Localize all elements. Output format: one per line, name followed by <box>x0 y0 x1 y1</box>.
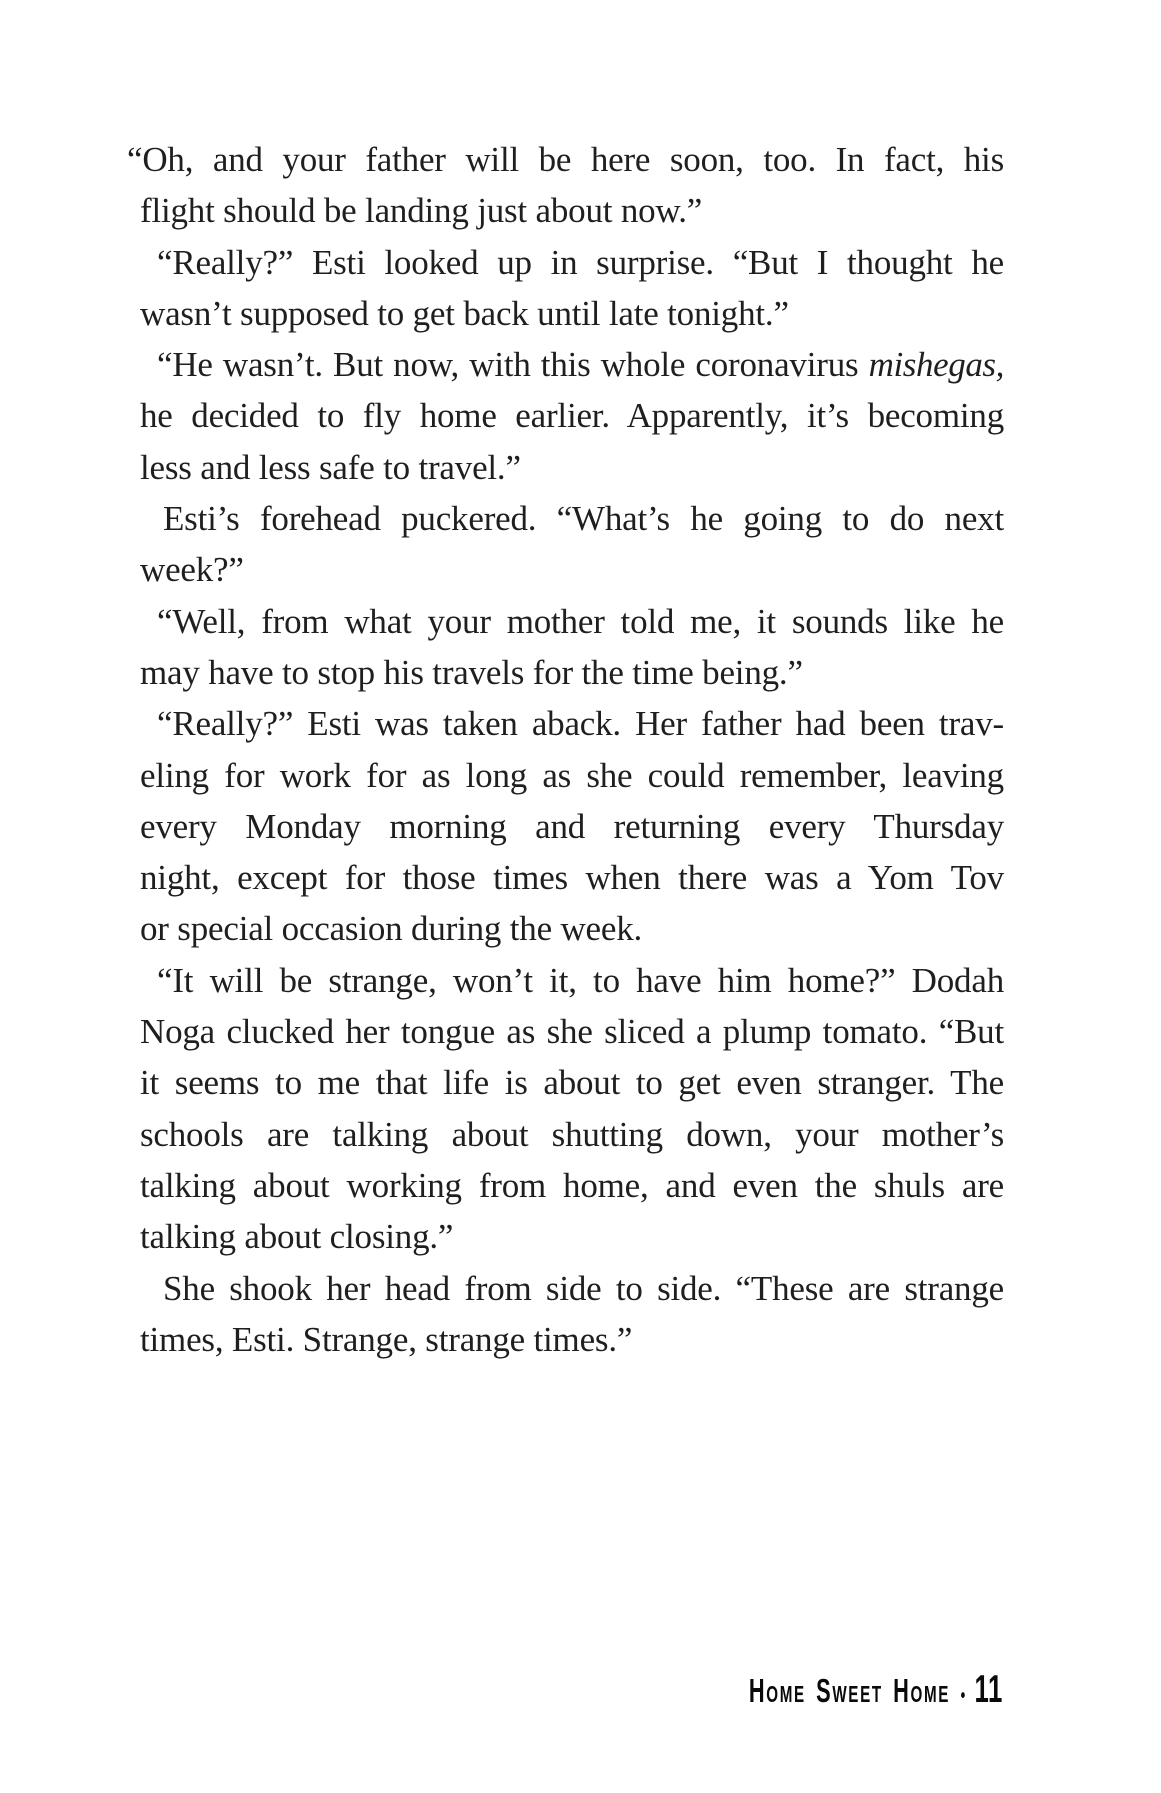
paragraph <box>140 596 1004 699</box>
text-line: talking about closing.” <box>140 1217 454 1257</box>
text-line: he decided to fly home earlier. Apparently, it’s becoming <box>140 396 1004 436</box>
paragraph <box>140 493 1004 596</box>
text-line: week?” <box>140 550 244 590</box>
body-text <box>127 134 1004 1365</box>
paragraph <box>140 698 1004 954</box>
text-line: less and less safe to travel.” <box>140 447 521 487</box>
text-line: night, except for those times when there was a Yom Tov <box>140 858 1004 898</box>
text-line: or special occasion during the week. <box>140 909 643 949</box>
text-line: “Really?” Esti was taken aback. Her father had been trav- <box>157 704 1004 744</box>
text-line: “Oh, and your father will be here soon, too. In fact, his <box>127 140 1004 179</box>
chapter-title: Home Sweet Home <box>748 1672 951 1709</box>
text-line: “It will be strange, won’t it, to have him home?” Dodah <box>157 960 1004 1000</box>
paragraph <box>140 955 1004 1263</box>
page-footer <box>749 1668 1003 1712</box>
text-line: every Monday morning and returning every Thursday <box>140 806 1004 846</box>
page-number: 11 <box>974 1668 1003 1711</box>
paragraph <box>127 134 1004 237</box>
text-line: Esti’s forehead puckered. “What’s he going to do next <box>163 499 1004 539</box>
text-line: eling for work for as long as she could remember, leaving <box>140 755 1004 795</box>
text-line: She shook her head from side to side. “These are strange <box>163 1268 1004 1308</box>
text-line: times, Esti. Strange, strange times.” <box>140 1319 633 1359</box>
text-line: “Well, from what your mother told me, it sounds like he <box>157 601 1004 641</box>
footer-bullet-icon: • <box>960 1685 966 1707</box>
paragraph <box>140 1263 1004 1366</box>
text-line: “Really?” Esti looked up in surprise. “But I thought he <box>157 242 1004 282</box>
text-line: Noga clucked her tongue as she sliced a plump tomato. “But <box>140 1012 1004 1052</box>
text-line: talking about working from home, and even the shuls are <box>140 1165 1004 1205</box>
text-line: it seems to me that life is about to get even stranger. The <box>140 1063 1004 1103</box>
text-line: “He wasn’t. But now, with this whole coronavirus mishegas, <box>157 345 1004 385</box>
text-line: flight should be landing just about now.” <box>140 191 703 231</box>
text-line: schools are talking about shutting down, your mother’s <box>140 1114 1004 1154</box>
paragraph <box>140 339 1004 493</box>
paragraph <box>140 237 1004 340</box>
text-line: wasn’t supposed to get back until late tonight.” <box>140 293 789 333</box>
text-line: may have to stop his travels for the time being.” <box>140 652 803 692</box>
